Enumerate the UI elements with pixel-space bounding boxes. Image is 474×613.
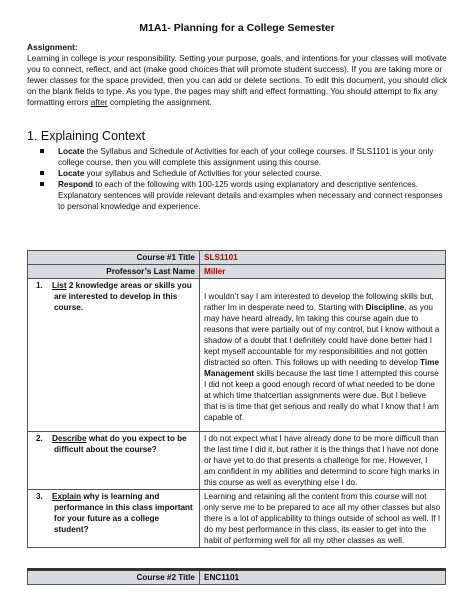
question-1: [28, 279, 200, 432]
answer-2-field[interactable]: I do not expect what I have already done to be more difficult than the last time I did it, but rather it is the things that I have not done or have yet to do that presents a challenge for me. However, I am confident in my abilities and determind to score high marks in this course as well as everything else I do.: [200, 432, 446, 490]
assignment-text-part: completing the assignment.: [107, 97, 212, 107]
course-title-label: Course #1 Title: [28, 251, 200, 265]
question-2: [28, 432, 200, 490]
question-text: course.: [54, 303, 84, 312]
question-3: [28, 490, 200, 548]
section-heading: 1. Explaining Context: [27, 129, 146, 143]
table-row: [28, 570, 446, 585]
assignment-text-part: Learning in college is: [27, 53, 109, 63]
bullet-icon: [40, 149, 44, 153]
answer-text: skills because the last time I attempted this course I did not keep a good enough record of what needed to be done at which time thatcertian assignments were due. But I believe that is is time that get serious and really do what I know that I am capable of.: [204, 369, 439, 422]
answer-emphasis: Discipline: [365, 303, 405, 312]
bullet-keyword: Locate: [58, 147, 85, 156]
question-text: why is learning and: [81, 492, 160, 501]
question-number: 2.: [36, 434, 43, 443]
answer-1-field[interactable]: [200, 279, 446, 432]
bullet-keyword: Respond: [58, 180, 94, 189]
assignment-text-part: responsibility. Setting your purpose, goals, and intentions for your classes will motivate you to connect, reflect, and act (make good choices that will promote student success). If you are taking more or fewer classes for the space provided, then you can add or delete sections. To edit this document, you should click on the blank fields to type. As you type, the pages may shift and effect formatting. You should attempt to fix any formatting errors: [27, 53, 448, 107]
professor-name-field[interactable]: Miller: [200, 265, 446, 279]
instruction-list: [30, 146, 450, 212]
answer-emphasis: Time Management: [204, 358, 440, 378]
bullet-text: the Syllabus and Schedule of Activities for each of your college courses. If SLS1101 is your only college course, then you will complete this assignment using this course.: [58, 147, 434, 167]
assignment-text-underlined: after: [90, 97, 108, 107]
list-item: [30, 179, 450, 212]
question-text: difficult about the course?: [54, 445, 157, 454]
question-number: 1.: [36, 281, 43, 290]
question-text: what do you expect to be: [86, 434, 187, 443]
question-text: 2 knowledge areas or skills you: [66, 281, 192, 290]
bullet-text: to each of the following with 100-125 words using explanatory and descriptive sentences. Explanatory sentences will provide relevant details and examples when necessary and connect responses to personal knowledge and experience.: [58, 180, 443, 211]
question-verb: Describe: [52, 434, 87, 443]
question-verb: List: [52, 281, 67, 290]
list-item: [30, 146, 450, 168]
question-text: performance in this class important: [54, 503, 193, 512]
question-text: are interested to develop in this: [54, 292, 178, 301]
bullet-keyword: Locate: [58, 169, 85, 178]
answer-text: , as you may have heard already, Im taking this course again due to reasons that were partially out of my control, but I know without a shadow of a doubt that I definitely could have done better had I kept myself accountable for my responsibilities and not gotten distracted so often. This follows up with needing to develop: [204, 303, 440, 367]
course-title-label: Course #2 Title: [28, 570, 200, 585]
table-row: [28, 279, 446, 432]
answer-text: I wouldn’t say I am interested to develop the following skills but, rather Im in desperate need to. Starting with: [204, 292, 434, 312]
assignment-heading: Assignment:: [27, 42, 78, 52]
table-row: [28, 490, 446, 548]
course-title-field[interactable]: ENC1101: [200, 570, 446, 585]
bullet-text: your syllabus and Schedule of Activities for your selected course.: [84, 169, 322, 178]
assignment-instructions: [27, 53, 452, 108]
list-item: [30, 168, 450, 179]
table-row: [28, 432, 446, 490]
course-1-table: [27, 250, 446, 548]
table-row: [28, 251, 446, 265]
bullet-icon: [40, 171, 44, 175]
question-verb: Explain: [52, 492, 82, 501]
question-text: for your future as a college student?: [54, 514, 160, 534]
assignment-text-emphasis: your: [108, 53, 125, 63]
question-number: 3.: [36, 492, 43, 501]
table-row: [28, 265, 446, 279]
answer-3-field[interactable]: Learning and retaining all the content from this course will not only serve me to be prepared to ace all my other classes but also there is a lot of applicability to things outside of school as well. If I do my best performance in this class, its easier to get into the habit of performing well for all my other classes as well.: [200, 490, 446, 548]
professor-name-label: Professor’s Last Name: [28, 265, 200, 279]
course-2-table: [27, 568, 446, 585]
page-title: M1A1- Planning for a College Semester: [139, 22, 335, 34]
bullet-icon: [40, 182, 44, 186]
course-title-field[interactable]: SLS1101: [200, 251, 446, 265]
